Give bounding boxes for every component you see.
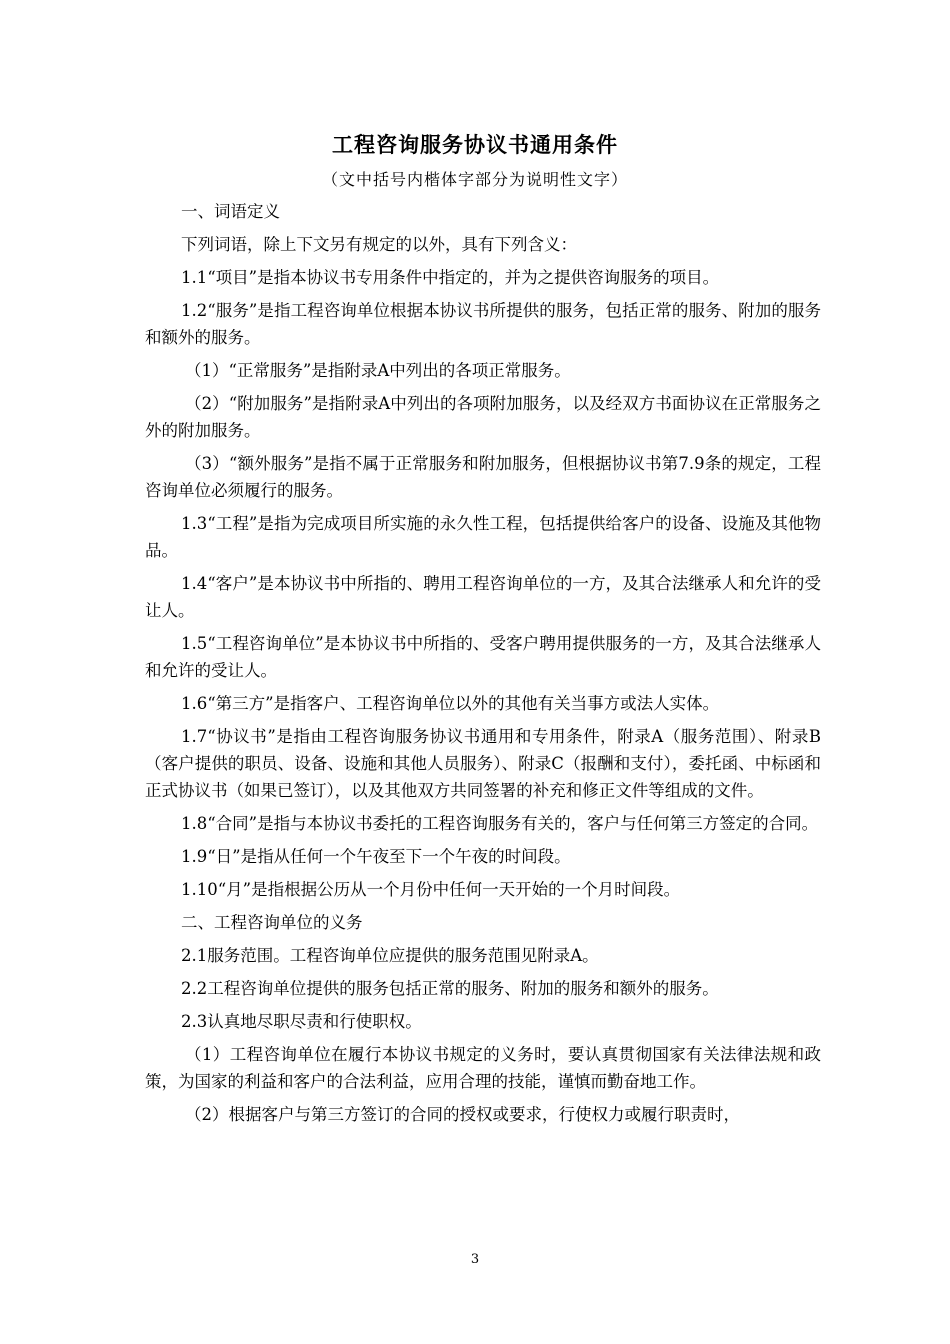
clause-1-5: 1.5“工程咨询单位”是本协议书中所指的、受客户聘用提供服务的一方，及其合法继承人和允许的受让人。: [145, 634, 821, 680]
section-heading-obligations: 二、工程咨询单位的义务: [181, 913, 363, 932]
clause-1-7: 1.7“协议书”是指由工程咨询服务协议书通用和专用条件，附录A（服务范围）、附录B（客户提供的职员、设备、设施和其他人员服务）、附录C（报酬和支付），委托函、中标函和正式协议书（如果已签订），以及其他双方共同签署的补充和修正文件等组成的文件。: [145, 727, 821, 800]
page-subtitle: （文中括号内楷体字部分为说明性文字）: [321, 170, 628, 189]
clause-1-2-2: （2）“附加服务”是指附录A中列出的各项附加服务，以及经双方书面协议在正常服务之外的附加服务。: [145, 394, 821, 440]
clause-2-3: 2.3认真地尽职尽责和行使职权。: [181, 1012, 422, 1031]
section-heading-definitions: 一、词语定义: [181, 202, 280, 221]
page-number: 3: [470, 1252, 480, 1267]
clause-2-1: 2.1服务范围。工程咨询单位应提供的服务范围见附录A。: [181, 946, 599, 965]
clause-1-10: 1.10“月”是指根据公历从一个月份中任何一天开始的一个月时间段。: [181, 880, 681, 899]
clause-2-3-2: （2）根据客户与第三方签订的合同的授权或要求，行使权力或履行职责时，: [185, 1105, 740, 1124]
clause-1-4: 1.4“客户”是本协议书中所指的、聘用工程咨询单位的一方，及其合法继承人和允许的受让人。: [145, 574, 821, 620]
clause-1-6: 1.6“第三方”是指客户、工程咨询单位以外的其他有关当事方或法人实体。: [181, 694, 720, 713]
page-title: 工程咨询服务协议书通用条件: [332, 133, 618, 157]
clause-1-2-3: （3）“额外服务”是指不属于正常服务和附加服务，但根据协议书第7.9条的规定，工程咨询单位必须履行的服务。: [145, 454, 821, 500]
clause-1-8: 1.8“合同”是指与本协议书委托的工程咨询服务有关的，客户与任何第三方签定的合同。: [181, 814, 819, 833]
clause-1-2: 1.2“服务”是指工程咨询单位根据本协议书所提供的服务，包括正常的服务、附加的服务和额外的服务。: [145, 301, 821, 347]
clause-1-2-1: （1）“正常服务”是指附录A中列出的各项正常服务。: [185, 361, 571, 380]
clause-2-2: 2.2工程咨询单位提供的服务包括正常的服务、附加的服务和额外的服务。: [181, 979, 719, 998]
definitions-intro: 下列词语，除上下文另有规定的以外，具有下列含义：: [181, 235, 577, 254]
clause-1-1: 1.1“项目”是指本协议书专用条件中指定的，并为之提供咨询服务的项目。: [181, 268, 720, 287]
clause-1-9: 1.9“日”是指从任何一个午夜至下一个午夜的时间段。: [181, 847, 571, 866]
document-body: [145, 198, 821, 1134]
clause-1-3: 1.3“工程”是指为完成项目所实施的永久性工程，包括提供给客户的设备、设施及其他物品。: [145, 514, 821, 560]
clause-2-3-1: （1）工程咨询单位在履行本协议书规定的义务时，要认真贯彻国家有关法律法规和政策，为国家的利益和客户的合法利益，应用合理的技能，谨慎而勤奋地工作。: [145, 1045, 821, 1091]
